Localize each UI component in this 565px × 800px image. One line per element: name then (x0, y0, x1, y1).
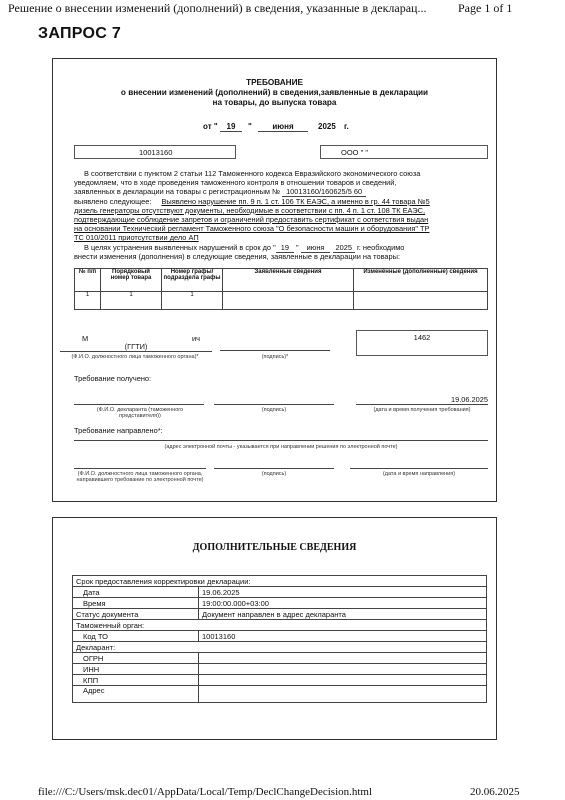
deadline-line-2: внести изменения (дополнения) в следующие сведения, заявленные в декларации на товары: (74, 251, 401, 261)
table-row (73, 653, 487, 664)
registration-number: 10013160/160625/5 60 (282, 187, 366, 197)
revealed-label: выявлено следующее: (74, 196, 152, 206)
col-header-field: Номер графы/ подраздела графы (162, 269, 223, 292)
caption-signature-3: (подпись) (261, 471, 287, 477)
request-heading: ЗАПРОС 7 (38, 25, 122, 42)
row-label: Время (73, 598, 199, 609)
row-label: ОГРН (73, 653, 199, 664)
extra-info-table (72, 575, 487, 703)
table-row (73, 598, 487, 609)
customs-code-box: 10013160 (74, 145, 236, 159)
table-row (73, 587, 487, 598)
signature-line (220, 350, 330, 351)
date-day: 19 (220, 122, 242, 132)
official2-sign-line (214, 468, 334, 469)
row-value: 19:00:00.000+03:00 (199, 598, 487, 609)
violation-line-4: на основании Технический регламент Таможенного союза "О безопасности машин и оборудования" ТР (74, 224, 430, 234)
caption-declarant: (Ф.И.О. декларанта (таможенного представителя)) (96, 407, 184, 419)
row-value (199, 653, 487, 664)
table-row (75, 292, 488, 310)
deadline-year: 2025 (333, 243, 355, 253)
row-label: Декларант: (73, 642, 487, 653)
cell-number: 1 (75, 292, 101, 310)
cell-declared (223, 292, 354, 310)
caption-date-sent: (дата и время направления) (382, 471, 456, 477)
table-row (73, 576, 487, 587)
caption-official: (Ф.И.О. должностного лица таможенного органа)* (71, 354, 199, 360)
official-name-start: М (82, 334, 89, 343)
table-row (73, 664, 487, 675)
row-value (199, 686, 487, 703)
caption-signature-2: (подпись) (261, 407, 287, 413)
footer-file-path: file:///C:/Users/msk.dec01/AppData/Local/Temp/DeclChangeDecision.html (38, 786, 373, 798)
page-indicator: Page 1 of 1 (458, 1, 513, 15)
demand-title-line1: ТРЕБОВАНИЕ (246, 78, 303, 87)
row-value (199, 675, 487, 686)
demand-title-line2: о внесении изменений (дополнений) в сведения,заявленные в декларации (120, 88, 429, 97)
row-value: Документ направлен в адрес декларанта (199, 609, 487, 620)
intro-paragraph: В соответствии с пунктом 2 статьи 112 Таможенного кодекса Евразийского экономического союза уведомляем, что в ходе проведения таможенного контроля в отношении товаров и сведений, заявленных в декларации на товары с регистрационным № 10013160/160625/5 60 выявлено следующее: Выявлено нарушение пп. 9 п. 1 ст. 106 ТК ЕАЭС, а именно в гр. 44 товара №5 дизель генераторы отсутствуют документы, необходимые в соответствии с пп. 4 п. 1 ст. 108 ТК ЕАЭС, подтверждающие соблюдение запретов и ограничений предоставить сертификат с оответствия выдан на основании Технический регламент Таможенного союза "О безопасности машин и оборудования" ТР ТС 010/2011 приотсутствии дело АП В целях устранения выявленных нарушений в срок до " 19 " июня 2025 г. необходимо внести изменения (дополнения) в следующие сведения, заявленные в декларации на товары: (74, 169, 494, 261)
email-line (74, 440, 488, 441)
caption-official-2: (Ф.И.О. должностного лица таможенного органа, направившего требование по электронной почте) (76, 471, 204, 483)
col-header-declared: Заявленные сведения (223, 269, 354, 292)
table-row (73, 631, 487, 642)
date-month: июня (258, 122, 308, 132)
date-year: 2025 (318, 122, 336, 131)
demand-title-line3: на товары, до выпуска товара (212, 98, 337, 107)
violation-line-1: Выявлено нарушение пп. 9 п. 1 ст. 106 ТК ЕАЭС, а именно в гр. 44 товара №5 (161, 196, 430, 206)
table-row (73, 686, 487, 703)
intro-line-2: уведомляем, что в ходе проведения таможенного контроля в отношении товаров и сведений, (74, 178, 397, 188)
demand-title (52, 78, 497, 108)
caption-email: (адрес электронной почты - указывается при направлении решения по электронной почте) (164, 444, 398, 450)
organization-box: ООО " " (320, 145, 488, 159)
intro-line-3: заявленных в декларации на товары с регистрационным № (74, 187, 280, 197)
cell-field: 1 (162, 292, 223, 310)
changes-table-header (75, 269, 488, 292)
deadline-month: июня (301, 243, 331, 253)
table-row (73, 675, 487, 686)
violation-line-5: ТС 010/2011 приотсутствии дело АП (74, 233, 199, 243)
deadline-prefix: В целях устранения выявленных нарушений в срок до " (84, 242, 276, 252)
row-label: ИНН (73, 664, 199, 675)
intro-line-1: В соответствии с пунктом 2 статьи 112 Таможенного кодекса Евразийского экономического союза (84, 169, 421, 178)
row-value: 10013160 (199, 631, 487, 642)
declarant-sign-line (214, 404, 334, 405)
changes-table (74, 268, 488, 310)
deadline-suffix: г. необходимо (357, 242, 405, 252)
sent-label: Требование направлено*: (74, 426, 163, 435)
col-header-number: № п/п (75, 269, 101, 292)
received-label: Требование получено: (74, 374, 152, 383)
official-name-end: ич (192, 334, 200, 343)
col-header-item: Порядковый номер товара (101, 269, 162, 292)
violation-line-2: дизель генераторы отсутствуют документы, необходимые в соответствии с пп. 4 п. 1 ст. 108 ТК ЕАЭС, (74, 205, 426, 215)
row-value: 19.06.2025 (199, 587, 487, 598)
footer-date: 20.06.2025 (470, 786, 520, 798)
sent-date-line (350, 468, 488, 469)
row-label: КПП (73, 675, 199, 686)
document-header-title: Решение о внесении изменений (дополнений) в сведения, указанные в декларац... (8, 1, 427, 15)
received-date: 19.06.2025 (356, 395, 488, 405)
cell-changed (354, 292, 488, 310)
caption-signature: (подпись)* (261, 354, 289, 360)
row-label: Дата (73, 587, 199, 598)
date-year-suffix: г. (344, 122, 349, 131)
table-row (73, 609, 487, 620)
official2-line (74, 468, 206, 469)
row-label: Адрес (73, 686, 199, 703)
cell-item: 1 (101, 292, 162, 310)
declarant-line (74, 404, 204, 405)
extra-info-title: ДОПОЛНИТЕЛЬНЫЕ СВЕДЕНИЯ (192, 542, 357, 553)
row-value (199, 664, 487, 675)
row-label: Таможенный орган: (73, 620, 487, 631)
date-quote: " (248, 122, 252, 131)
table-row (73, 620, 487, 631)
col-header-changed: Изменённые (дополненные) сведения (354, 269, 488, 292)
row-label: Срок предоставления корректировки декларации: (73, 576, 487, 587)
row-label: Код ТО (73, 631, 199, 642)
table-row (73, 642, 487, 653)
official-unit: (ГГТИ) (60, 342, 212, 352)
caption-date-received: (дата и время получения требования) (373, 407, 471, 413)
stamp-number-box: 1462 (356, 330, 488, 356)
violation-line-3: подтверждающие соблюдение запретов и ограничений предоставить сертификат с оответствия выдан (74, 215, 429, 225)
deadline-day: 19 (276, 243, 294, 253)
row-label: Статус документа (73, 609, 199, 620)
date-prefix: от " (203, 122, 218, 131)
